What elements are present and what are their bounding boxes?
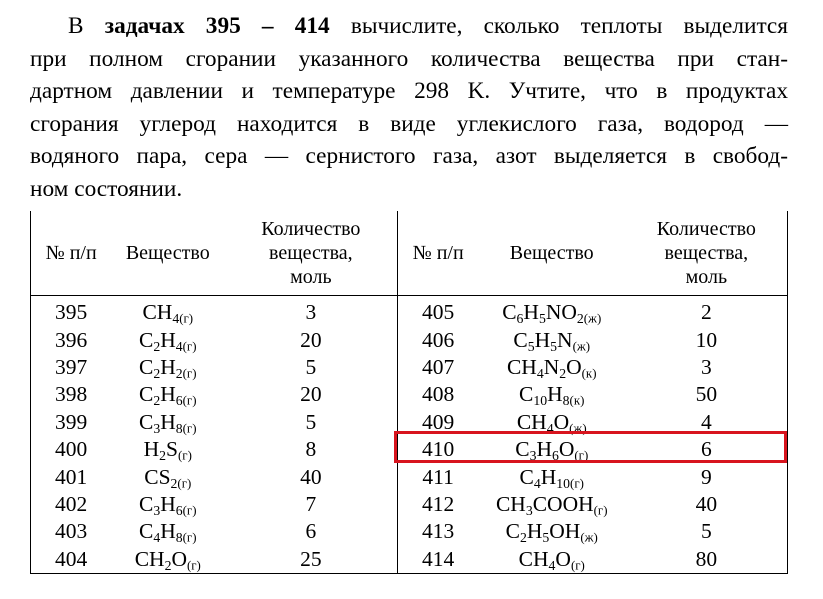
row-num-right: 414 [398, 546, 478, 574]
amount-right: 80 [626, 546, 788, 574]
header-num-left: № п/п [31, 211, 112, 296]
row-num-right: 407 [398, 354, 478, 381]
formula-symbol: CH [495, 491, 526, 516]
statement-line-5: водяного пара, сера — сернистого газа, азот выделяется в свобод- [30, 143, 788, 170]
row-num-left: 396 [31, 326, 112, 353]
formula-symbol: H [526, 519, 543, 544]
row-num-right: 406 [398, 326, 478, 353]
formula-symbol: CH [134, 546, 165, 571]
statement-line-1 [30, 10, 788, 43]
substance-formula-right [478, 463, 626, 490]
formula-phase: (к) [569, 393, 585, 408]
formula-symbol: C [502, 300, 517, 325]
table-row [31, 326, 788, 353]
header-amount-line3: моль [290, 266, 332, 288]
amount-right: 10 [626, 326, 788, 353]
amount-right: 4 [626, 409, 788, 436]
table-row [31, 354, 788, 381]
substance-formula-left [111, 491, 224, 518]
formula-symbol: H [160, 491, 176, 516]
table-row [31, 381, 788, 408]
row-num-left: 399 [31, 409, 112, 436]
formula-phase: (г) [182, 393, 197, 408]
row-num-right: 411 [398, 463, 478, 490]
formula-symbol: NO [545, 300, 577, 325]
header-amount-line1: Количество [656, 218, 756, 240]
formula-symbol: H [547, 382, 563, 407]
amount-left: 25 [224, 546, 398, 574]
row-num-left: 395 [31, 296, 112, 327]
table-row [31, 436, 788, 463]
substance-formula-left [111, 409, 224, 436]
table-row [31, 463, 788, 490]
formula-subscript: 4 [533, 475, 541, 491]
substance-formula-right [478, 326, 626, 353]
formula-subscript: 5 [542, 530, 550, 546]
amount-left: 8 [305, 437, 317, 462]
substance-formula-right [478, 491, 626, 518]
formula-symbol: H [523, 300, 539, 325]
formula-subscript: 2 [559, 365, 567, 381]
formula-phase: (к) [581, 366, 597, 381]
substance-formula-left [111, 518, 224, 545]
formula-symbol: C [139, 491, 154, 516]
statement-line-2: при полном сгорании указанного количества вещества при стан- [30, 45, 788, 72]
formula-phase: (г) [570, 476, 584, 491]
substance-formula-left [111, 296, 224, 327]
formula-subscript: 8 [562, 393, 570, 409]
formula-symbol: CH [516, 409, 547, 434]
formula-phase: (г) [186, 558, 201, 573]
formula-symbol: H [160, 382, 176, 407]
formula-phase: (ж) [569, 421, 587, 436]
substance-formula-left [111, 546, 224, 574]
amount-left: 7 [305, 491, 317, 516]
formula-symbol: CH [518, 546, 549, 571]
formula-symbol: O [171, 546, 187, 571]
formula-symbol: C [139, 382, 154, 407]
formula-subscript: 2 [576, 311, 584, 327]
formula-symbol: C [139, 409, 154, 434]
formula-subscript: 4 [548, 557, 556, 573]
header-amount-line2: вещества, [269, 242, 353, 264]
header-amount-left [224, 211, 398, 296]
formula-phase: (г) [179, 311, 194, 326]
table-row [31, 409, 788, 436]
formula-symbol: H [160, 354, 176, 379]
formula-phase: (ж) [580, 530, 598, 545]
row-num-left: 401 [31, 463, 112, 490]
problem-statement [30, 10, 788, 206]
table-row [31, 491, 788, 518]
substance-formula-right [478, 381, 626, 408]
table-row [31, 296, 788, 327]
formula-symbol: H [160, 409, 176, 434]
formula-symbol: CH [142, 300, 173, 325]
substance-formula-right [478, 546, 626, 574]
formula-subscript: 2 [164, 557, 172, 573]
row-num-right: 408 [398, 381, 478, 408]
amount-right: 40 [626, 491, 788, 518]
formula-symbol: H [160, 327, 176, 352]
formula-symbol: H [536, 437, 552, 462]
row-num-left: 398 [31, 381, 112, 408]
table-header-row [31, 211, 788, 296]
formula-subscript: 4 [546, 420, 554, 436]
header-substance-left: Вещество [111, 211, 224, 296]
statement-line-6: ном состоянии. [30, 175, 183, 202]
formula-symbol: H [540, 464, 557, 489]
formula-symbol: CH [506, 354, 537, 379]
lead-word: В [68, 13, 84, 39]
formula-subscript: 8 [175, 530, 183, 546]
formula-subscript: 3 [153, 502, 161, 518]
substance-formula-left [111, 354, 224, 381]
formula-symbol: C [515, 437, 530, 462]
statement-line-1-rest: вычислите, сколько теплоты выделится [350, 13, 788, 39]
formula-symbol: H [143, 437, 160, 462]
formula-symbol: H [160, 519, 176, 544]
amount-left: 6 [305, 519, 317, 544]
formula-subscript: 6 [516, 311, 524, 327]
formula-subscript: 2 [175, 365, 183, 381]
amount-left: 5 [305, 409, 317, 434]
formula-phase: (г) [570, 558, 585, 573]
amount-left: 20 [300, 382, 322, 407]
amount-right: 6 [626, 436, 788, 463]
formula-symbol: O [558, 437, 575, 462]
amount-right: 9 [626, 463, 788, 490]
formula-subscript: 2 [153, 393, 161, 409]
substance-formula-right [478, 518, 626, 545]
formula-symbol: C [139, 327, 154, 352]
substances-table [30, 211, 788, 574]
formula-phase: (г) [574, 448, 589, 463]
substance-formula-right [478, 354, 626, 381]
formula-phase: (г) [182, 366, 197, 381]
substance-formula-left [111, 381, 224, 408]
statement-line-4: сгорания углерод находится в виде углекислого газа, водород — [30, 110, 788, 137]
substance-formula-left [111, 436, 224, 463]
substance-formula-right [478, 296, 626, 327]
formula-symbol: C [519, 464, 534, 489]
formula-symbol: O [553, 409, 570, 434]
amount-left: 40 [300, 464, 322, 489]
formula-subscript: 6 [175, 393, 183, 409]
row-num-left: 400 [31, 436, 112, 463]
row-num-right: 409 [398, 409, 478, 436]
table-body [31, 296, 788, 574]
formula-subscript: 8 [175, 420, 183, 436]
row-num-right: 410 [398, 436, 478, 463]
formula-phase: (ж) [583, 311, 602, 326]
amount-right: 5 [626, 518, 788, 545]
row-num-left: 403 [31, 518, 112, 545]
formula-subscript: 3 [153, 420, 161, 436]
formula-subscript: 3 [529, 447, 537, 463]
formula-subscript: 4 [536, 365, 544, 381]
row-num-right: 405 [398, 296, 478, 327]
row-num-left: 402 [31, 491, 112, 518]
formula-phase: (г) [593, 503, 608, 518]
header-num-right: № п/п [398, 211, 478, 296]
amount-left: 3 [305, 300, 317, 325]
header-amount-line1: Количество [261, 218, 361, 240]
formula-subscript: 6 [175, 502, 183, 518]
formula-symbol: O [555, 546, 571, 571]
formula-subscript: 6 [551, 447, 559, 463]
header-amount-line2: вещества, [664, 242, 749, 264]
statement-line-3: дартном давлении и температуре 298 K. Учтите, что в продуктах [30, 78, 788, 105]
formula-symbol: O [566, 354, 582, 379]
substance-formula-right [478, 409, 626, 436]
formula-symbol: COOH [532, 491, 594, 516]
formula-symbol: C [139, 519, 154, 544]
formula-phase: (г) [182, 503, 197, 518]
formula-subscript: 4 [153, 530, 161, 546]
table-row [31, 546, 788, 574]
formula-symbol: C [519, 382, 534, 407]
row-num-right: 413 [398, 518, 478, 545]
formula-symbol: N [557, 327, 573, 352]
formula-subscript: 5 [527, 338, 535, 354]
formula-subscript: 4 [172, 311, 180, 327]
formula-symbol: S [166, 437, 179, 462]
formula-subscript: 4 [175, 338, 183, 354]
formula-subscript: 2 [159, 447, 167, 463]
header-amount-line3: моль [685, 266, 728, 288]
formula-symbol: CS [144, 464, 171, 489]
formula-subscript: 3 [525, 502, 533, 518]
task-range: задачах 395 – 414 [104, 13, 330, 39]
formula-phase: (г) [182, 339, 197, 354]
table-row [31, 518, 788, 545]
formula-symbol: C [513, 327, 528, 352]
row-num-left: 397 [31, 354, 112, 381]
formula-phase: (г) [178, 448, 192, 463]
formula-subscript: 2 [153, 338, 161, 354]
formula-subscript: 10 [533, 393, 548, 409]
substance-formula-right [478, 436, 626, 463]
formula-subscript: 2 [170, 475, 178, 491]
formula-subscript: 5 [538, 311, 546, 327]
amount-left: 20 [300, 327, 322, 352]
formula-symbol: OH [549, 519, 581, 544]
formula-symbol: N [543, 354, 560, 379]
formula-symbol: H [534, 327, 551, 352]
row-num-left: 404 [31, 546, 112, 574]
formula-symbol: C [505, 519, 520, 544]
row-num-right: 412 [398, 491, 478, 518]
formula-symbol: C [139, 354, 154, 379]
header-amount-right [626, 211, 788, 296]
formula-phase: (г) [177, 476, 192, 491]
substance-formula-left [111, 463, 224, 490]
substance-formula-left [111, 326, 224, 353]
amount-left: 5 [305, 354, 317, 379]
formula-subscript: 10 [556, 475, 571, 491]
amount-right: 3 [626, 354, 788, 381]
formula-phase: (г) [182, 421, 197, 436]
formula-phase: (г) [182, 530, 197, 545]
header-substance-right: Вещество [478, 211, 626, 296]
amount-right: 50 [626, 381, 788, 408]
amount-right: 2 [626, 296, 788, 327]
formula-phase: (ж) [572, 339, 591, 354]
formula-subscript: 2 [519, 530, 527, 546]
formula-subscript: 5 [550, 338, 558, 354]
formula-subscript: 2 [153, 365, 161, 381]
